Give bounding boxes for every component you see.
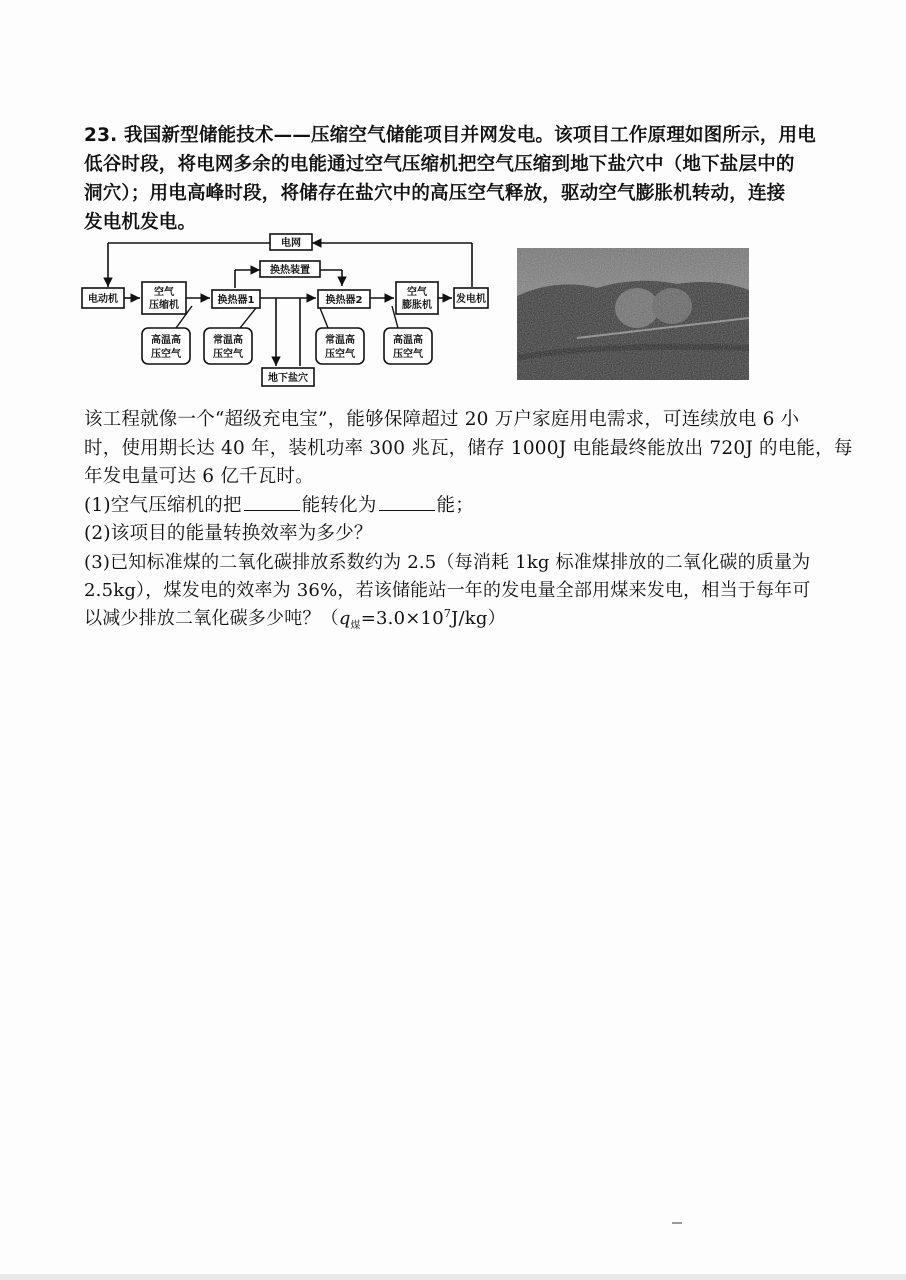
body-line-2: 时，使用期长达 40 年，装机功率 300 兆瓦，储存 1000J 电能最终能放出 720J 的电能，每 bbox=[84, 438, 853, 459]
generator-label: 发电机 bbox=[456, 294, 486, 305]
body-line-1: 该工程就像一个“超级充电宝”，能够保障超过 20 万户家庭用电需求，可连续放电 6 小 bbox=[84, 409, 800, 430]
compressed-air-storage-diagram bbox=[80, 232, 490, 400]
heat-device-label: 换热装置 bbox=[270, 265, 310, 276]
facility-photo-illustration bbox=[517, 248, 749, 380]
sub-question-3-line-3 bbox=[84, 604, 506, 632]
question-intro-line-3: 洞穴）；用电高峰时段，将储存在盐穴中的高压空气释放，驱动空气膨胀机转动，连接 bbox=[84, 183, 786, 204]
sub3-line3-text: 以减少排放二氧化碳多少吨？（ bbox=[84, 608, 339, 629]
hot-air-2-line-2: 压空气 bbox=[393, 349, 423, 360]
grid-label: 电网 bbox=[281, 238, 301, 249]
normal-air-1-line-2: 压空气 bbox=[213, 349, 243, 360]
normal-air-2-line-2: 压空气 bbox=[325, 349, 355, 360]
question-intro-line-2: 低谷时段，将电网多余的电能通过空气压缩机把空气压缩到地下盐穴中（地下盐层中的 bbox=[84, 154, 795, 175]
salt-cave-label: 地下盐穴 bbox=[268, 373, 308, 384]
compressor-label-2: 压缩机 bbox=[149, 300, 179, 311]
expander-label-2: 膨胀机 bbox=[402, 300, 432, 311]
sub1-part-b: 能转化为 bbox=[301, 495, 377, 516]
sub-question-3-line-1: (3)已知标准煤的二氧化碳排放系数约为 2.5（每消耗 1kg 标准煤排放的二氧化碳的质量为 bbox=[84, 552, 811, 573]
facility-photo bbox=[517, 248, 749, 380]
intro-text-1: 我国新型储能技术——压缩空气储能项目并网发电。该项目工作原理如图所示，用电 bbox=[124, 125, 816, 146]
q-exponent: 7 bbox=[443, 607, 452, 620]
body-line-3: 年发电量可达 6 亿千瓦时。 bbox=[84, 466, 314, 487]
question-intro-line-1 bbox=[84, 121, 816, 147]
motor-label: 电动机 bbox=[88, 294, 118, 305]
answer-blank-1[interactable] bbox=[244, 496, 300, 511]
hot-air-2-line-1: 高温高 bbox=[393, 335, 423, 346]
sub-question-2: (2)该项目的能量转换效率为多少？ bbox=[84, 523, 373, 544]
q-symbol: q bbox=[338, 608, 351, 629]
sub1-part-c: 能； bbox=[436, 495, 474, 516]
hx1-label: 换热器1 bbox=[217, 295, 255, 306]
hx2-label: 换热器2 bbox=[325, 295, 363, 306]
sub-question-3-line-2: 2.5kg），煤发电的效率为 36%，若该储能站一年的发电量全部用煤来发电，相当于每年可 bbox=[84, 580, 811, 601]
expander-label-1: 空气 bbox=[407, 287, 427, 298]
question-number: 23. bbox=[84, 125, 118, 146]
sub1-part-a: (1)空气压缩机的把 bbox=[84, 495, 242, 516]
q-subscript: 煤 bbox=[350, 620, 361, 632]
normal-air-2-line-1: 常温高 bbox=[325, 335, 355, 346]
compressor-label-1: 空气 bbox=[154, 287, 174, 298]
q-value: =3.0×10 bbox=[360, 608, 444, 629]
page-bottom-edge bbox=[0, 1274, 906, 1280]
hot-air-1-line-2: 压空气 bbox=[151, 349, 181, 360]
q-unit: J/kg） bbox=[451, 608, 506, 629]
answer-blank-2[interactable] bbox=[379, 496, 435, 511]
normal-air-1-line-1: 常温高 bbox=[213, 335, 243, 346]
hot-air-1-line-1: 高温高 bbox=[151, 335, 181, 346]
question-intro-line-4: 发电机发电。 bbox=[84, 212, 197, 233]
scan-artifact bbox=[672, 1222, 682, 1224]
sub-question-1 bbox=[84, 491, 474, 517]
